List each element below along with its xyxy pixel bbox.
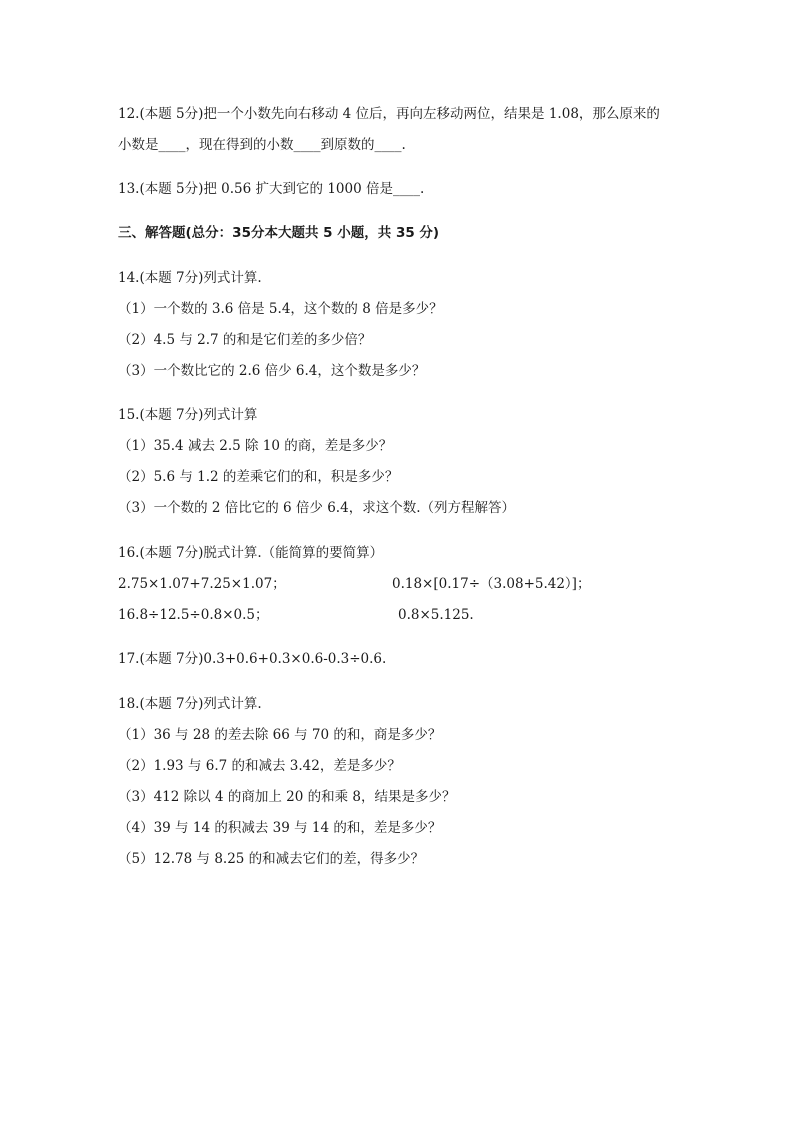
- q18-stem: 18.(本题 7分)列式计算.: [118, 696, 262, 712]
- q16-stem: 16.(本题 7分)脱式计算.（能简算的要简算）: [118, 545, 384, 561]
- q18-item-2: （2）1.93 与 6.7 的和减去 3.42，差是多少？: [118, 758, 401, 774]
- q18-item-4: （4）39 与 14 的积减去 39 与 14 的和，差是多少？: [118, 820, 442, 836]
- q18-item-5: （5）12.78 与 8.25 的和减去它们的差，得多少？: [118, 851, 425, 867]
- q16-row2-left: 16.8÷12.5÷0.8×0.5；: [118, 607, 269, 623]
- q15-stem: 15.(本题 7分)列式计算: [118, 407, 258, 423]
- q15-item-2: （2）5.6 与 1.2 的差乘它们的和，积是多少？: [118, 469, 399, 485]
- section3-title: 三、解答题(总分：35分本大题共 5 小题，共 35 分): [118, 225, 440, 241]
- q14-item-3: （3）一个数比它的 2.6 倍少 6.4，这个数是多少？: [118, 363, 426, 379]
- q18-item-1: （1）36 与 28 的差去除 66 与 70 的和，商是多少？: [118, 727, 442, 743]
- q14-stem: 14.(本题 7分)列式计算.: [118, 270, 262, 286]
- q16-row1-left: 2.75×1.07+7.25×1.07；: [118, 576, 286, 592]
- q16-row1-right: 0.18×[0.17÷（3.08+5.42）]；: [392, 576, 591, 592]
- q15-item-1: （1）35.4 减去 2.5 除 10 的商，差是多少？: [118, 438, 393, 454]
- q13-line1: 13.(本题 5分)把 0.56 扩大到它的 1000 倍是____.: [118, 181, 425, 197]
- q15-item-3: （3）一个数的 2 倍比它的 6 倍少 6.4，求这个数.（列方程解答）: [118, 500, 515, 516]
- q14-item-1: （1）一个数的 3.6 倍是 5.4，这个数的 8 倍是多少？: [118, 301, 443, 317]
- q16-row2-right: 0.8×5.125.: [398, 607, 474, 623]
- q14-item-2: （2）4.5 与 2.7 的和是它们差的多少倍？: [118, 332, 372, 348]
- q12-line2: 小数是____，现在得到的小数____到原数的____.: [118, 137, 406, 153]
- q17-stem: 17.(本题 7分)0.3+0.6+0.3×0.6-0.3÷0.6.: [118, 651, 387, 667]
- q12-line1: 12.(本题 5分)把一个小数先向右移动 4 位后，再向左移动两位，结果是 1.08，那么原来的: [118, 106, 660, 122]
- q18-item-3: （3）412 除以 4 的商加上 20 的和乘 8，结果是多少？: [118, 789, 456, 805]
